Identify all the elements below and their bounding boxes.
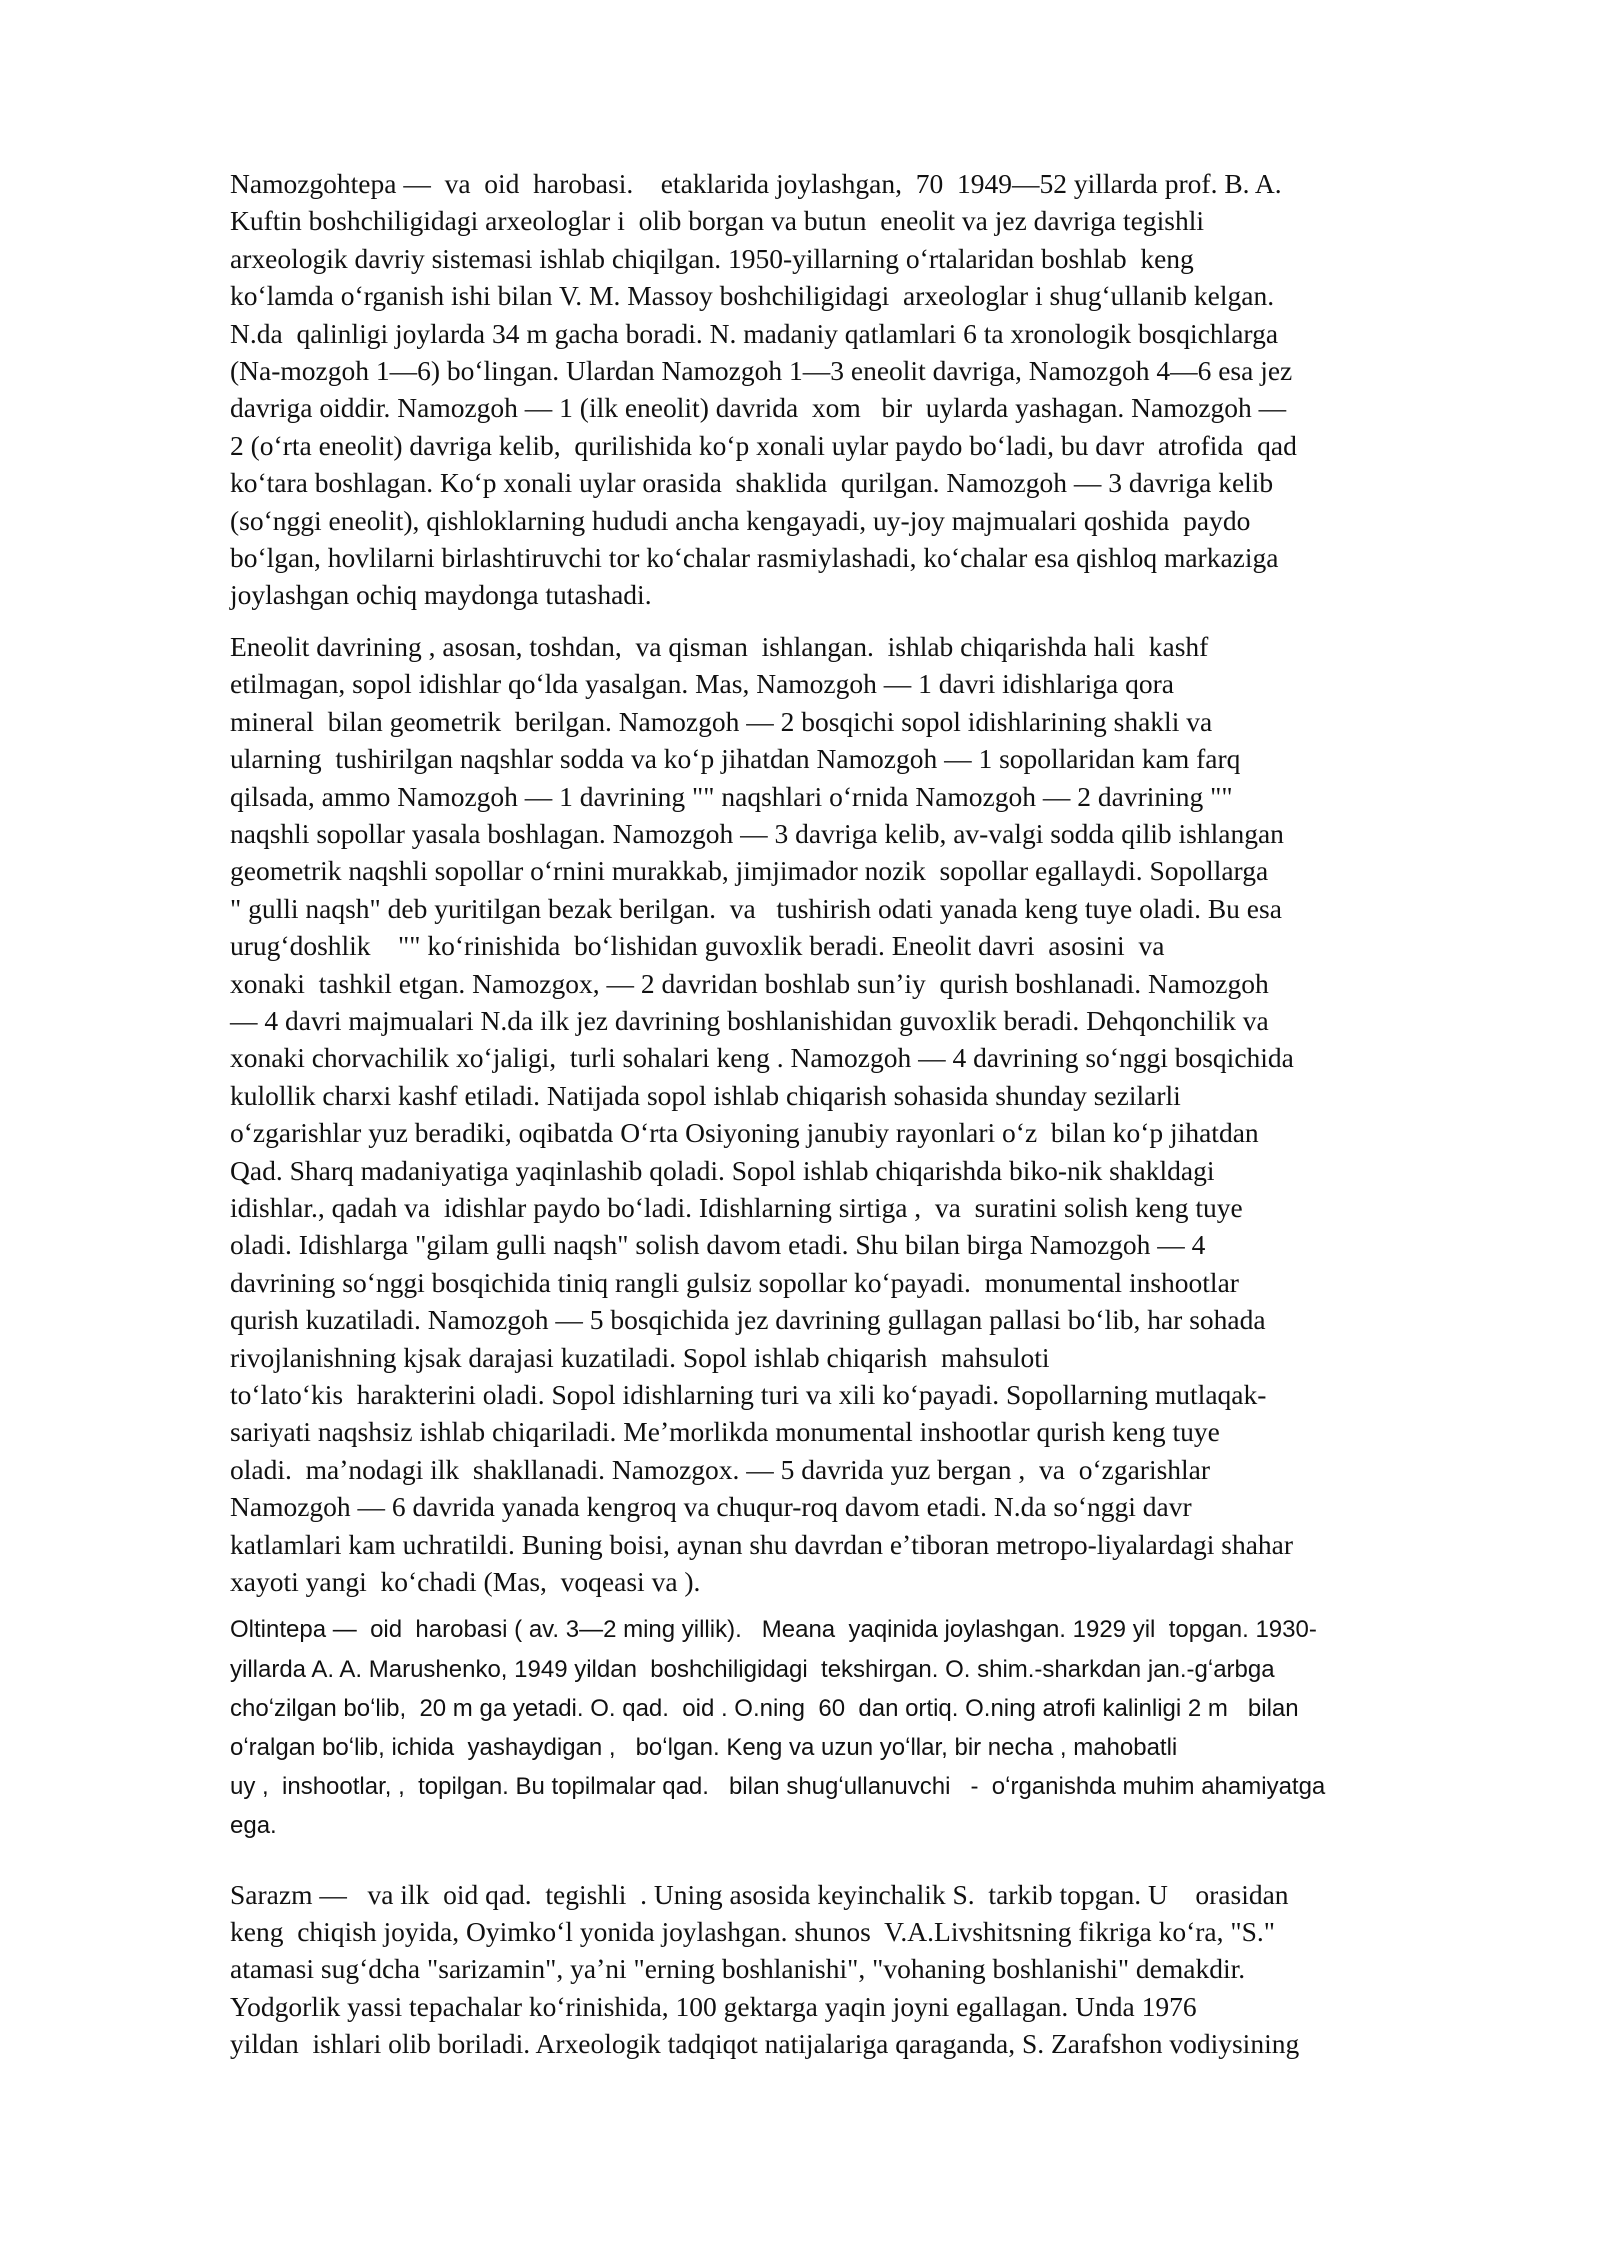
text-line: koʻtara boshlagan. Koʻp xonali uylar orasida shaklida qurilgan. Namozgoh — 3 davriga kelib <box>230 467 1274 499</box>
text-line: oladi. maʼnodagi ilk shakllanadi. Namozgox. — 5 davrida yuz bergan , va oʻzgarishlar <box>230 1453 1211 1485</box>
text-line: kulollik charxi kashf etiladi. Natijada sopol ishlab chiqarish sohasida shunday sezilarli <box>230 1079 1181 1111</box>
text-line: oʻralgan boʻlib, ichida yashaydigan , boʻlgan. Keng va uzun yoʻllar, bir necha , mahobatli <box>230 1734 1178 1762</box>
text-line: xayoti yangi koʻchadi (Mas, voqeasi va ). <box>230 1566 701 1598</box>
text-line: (soʻnggi eneolit), qishloklarning hududi ancha kengayadi, uy-joy majmualari qoshida paydo <box>230 504 1251 536</box>
text-line: yillarda A. A. Marushenko, 1949 yildan boshchiligidagi tekshirgan. O. shim.-sharkdan jan.-gʻarbga <box>230 1655 1275 1683</box>
text-line: oladi. Idishlarga "gilam gulli naqsh" solish davom etadi. Shu bilan birga Namozgoh — 4 <box>230 1229 1206 1261</box>
text-line: Namozgohtepa — va oid harobasi. etaklarida joylashgan, 70 1949—52 yillarda prof. B. A. <box>230 168 1282 199</box>
text-line: yildan ishlari olib boriladi. Arxeologik tadqiqot natijalariga qaraganda, S. Zarafshon vodiysining <box>230 2028 1300 2060</box>
text-line: rivojlanishning kjsak darajasi kuzatiladi. Sopol ishlab chiqarish mahsuloti <box>230 1341 1050 1373</box>
text-line: 2 (oʻrta eneolit) davriga kelib, qurilishida koʻp xonali uylar paydo boʻladi, bu davr atrofida qad <box>230 429 1297 461</box>
text-line: Kuftin boshchiligidagi arxeologlar i olib borgan va butun eneolit va jez davriga tegishli <box>230 205 1204 237</box>
text-line: (Na-mozgoh 1—6) boʻlingan. Ulardan Namozgoh 1—3 eneolit davriga, Namozgoh 4—6 esa jez <box>230 355 1293 387</box>
text-line: keng chiqish joyida, Oyimkoʻl yonida joylashgan. shunos V.A.Livshitsning fikriga koʻra, "S." <box>230 1916 1275 1948</box>
text-line: toʻlatoʻkis harakterini oladi. Sopol idishlarning turi va xili koʻpayadi. Sopollarning mutlaqak- <box>230 1379 1267 1410</box>
text-line: xonaki chorvachilik xoʻjaligi, turli sohalari keng . Namozgoh — 4 davrining soʻnggi bosqichida <box>230 1042 1294 1074</box>
text-line: — 4 davri majmualari N.da ilk jez davrining boshlanishidan guvoxlik beradi. Dehqonchilik va <box>230 1004 1269 1036</box>
text-line: geometrik naqshli sopollar oʻrnini murakkab, jimjimador nozik sopollar egallaydi. Sopollarga <box>230 855 1269 887</box>
text-line: urugʻdoshlik "" koʻrinishida boʻlishidan guvoxlik beradi. Eneolit davri asosini va <box>230 930 1165 962</box>
document-body <box>230 165 1500 2063</box>
text-line: Namozgoh — 6 davrida yanada kengroq va chuqur-roq davom etadi. N.da soʻnggi davr <box>230 1491 1192 1523</box>
text-line: davriga oiddir. Namozgoh — 1 (ilk eneolit) davrida xom bir uylarda yashagan. Namozgoh — <box>230 392 1287 424</box>
text-line: xonaki tashkil etgan. Namozgox, — 2 davridan boshlab sunʼiy qurish boshlanadi. Namozgoh <box>230 967 1269 999</box>
text-line: Sarazm — va ilk oid qad. tegishli . Uning asosida keyinchalik S. tarkib topgan. U orasidan <box>230 1878 1289 1910</box>
text-line: etilmagan, sopol idishlar qoʻlda yasalgan. Mas, Namozgoh — 1 davri idishlariga qora <box>230 668 1174 700</box>
paragraph-spacer <box>230 614 1500 628</box>
text-line: koʻlamda oʻrganish ishi bilan V. M. Massoy boshchiligidagi arxeologlar i shugʻullanib kelgan. <box>230 280 1275 312</box>
text-line: boʻlgan, hovlilarni birlashtiruvchi tor koʻchalar rasmiylashadi, koʻchalar esa qishloq markaziga <box>230 542 1279 574</box>
text-line: sariyati naqshsiz ishlab chiqariladi. Meʼmorlikda monumental inshootlar qurish keng tuye <box>230 1416 1220 1448</box>
paragraph-eneolit <box>230 628 1500 1601</box>
text-line: mineral bilan geometrik berilgan. Namozgoh — 2 bosqichi sopol idishlarining shakli va <box>230 705 1213 737</box>
text-line: qurish kuzatiladi. Namozgoh — 5 bosqichida jez davrining gullagan pallasi boʻlib, har sohada <box>230 1304 1266 1336</box>
text-line: naqshli sopollar yasala boshlagan. Namozgoh — 3 davriga kelib, av-valgi sodda qilib ishlangan <box>230 817 1284 849</box>
text-line: Yodgorlik yassi tepachalar koʻrinishida, 100 gektarga yaqin joyni egallagan. Unda 1976 <box>230 1990 1197 2022</box>
text-line: Qad. Sharq madaniyatiga yaqinlashib qoladi. Sopol ishlab chiqarishda biko-nik shakldagi <box>230 1154 1215 1186</box>
text-line: ega. <box>230 1812 277 1840</box>
text-line: Oltintepa — oid harobasi ( av. 3—2 ming yillik). Meana yaqinida joylashgan. 1929 yil topgan. 1930- <box>230 1616 1317 1644</box>
paragraph-sarazm <box>230 1876 1500 2063</box>
text-line: choʻzilgan boʻlib, 20 m ga yetadi. O. qad. oid . O.ning 60 dan ortiq. O.ning atrofi kalinligi 2 m bilan <box>230 1694 1299 1722</box>
text-line: davrining soʻnggi bosqichida tiniq rangli gulsiz sopollar koʻpayadi. monumental inshootlar <box>230 1266 1239 1298</box>
text-line: idishlar., qadah va idishlar paydo boʻladi. Idishlarning sirtiga , va suratini solish keng tuye <box>230 1191 1243 1223</box>
paragraph-namozgohtepa <box>230 165 1500 614</box>
text-line: arxeologik davriy sistemasi ishlab chiqilgan. 1950-yillarning oʻrtalaridan boshlab keng <box>230 242 1194 274</box>
text-line: " gulli naqsh" deb yuritilgan bezak berilgan. va tushirish odati yanada keng tuye oladi. Bu esa <box>230 892 1282 924</box>
text-line: N.da qalinligi joylarda 34 m gacha boradi. N. madaniy qatlamlari 6 ta xronologik bosqichlarga <box>230 317 1279 349</box>
text-line: ularning tushirilgan naqshlar sodda va koʻp jihatdan Namozgoh — 1 sopollaridan kam farq <box>230 743 1241 775</box>
text-line: joylashgan ochiq maydonga tutashadi. <box>230 579 652 611</box>
paragraph-spacer <box>230 1600 1500 1610</box>
text-line: qilsada, ammo Namozgoh — 1 davrining "" naqshlari oʻrnida Namozgoh — 2 davrining "" <box>230 780 1233 812</box>
text-line: atamasi sugʻdcha "sarizamin", yaʼni "erning boshlanishi", "vohaning boshlanishi" demakdir. <box>230 1953 1246 1985</box>
text-line: oʻzgarishlar yuz beradiki, oqibatda Oʻrta Osiyoning janubiy rayonlari oʻz bilan koʻp jihatdan <box>230 1117 1259 1149</box>
text-line: katlamlari kam uchratildi. Buning boisi, aynan shu davrdan eʼtiboran metropo-liyalardagi shahar <box>230 1528 1294 1560</box>
paragraph-spacer <box>230 1846 1500 1876</box>
paragraph-oltintepa <box>230 1610 1500 1845</box>
text-line: uy , inshootlar, , topilgan. Bu topilmalar qad. bilan shugʻullanuvchi - oʻrganishda muhim ahamiyatga <box>230 1773 1326 1801</box>
text-line: Eneolit davrining , asosan, toshdan, va qisman ishlangan. ishlab chiqarishda hali kashf <box>230 630 1209 662</box>
